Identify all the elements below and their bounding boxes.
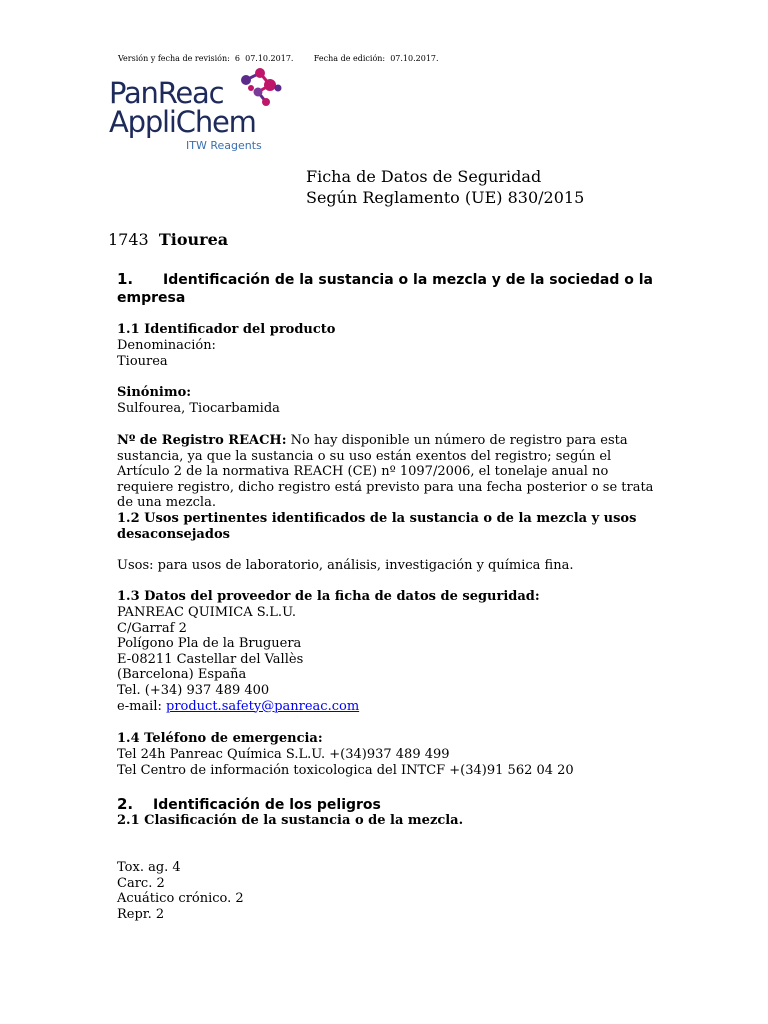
molecule-icon [241, 68, 282, 106]
company-logo [108, 66, 283, 154]
document-title-line-1: Ficha de Datos de Seguridad [306, 167, 542, 186]
supplier-city: E-08211 Castellar del Vallès [117, 651, 304, 667]
uses-text: Usos: para usos de laboratorio, análisis, investigación y química fina. [117, 558, 574, 573]
reach-text: No hay disponible un número de registro para esta sustancia, ya que la sustancia o su uso están exentos del registro; según el Artículo 2 de la normativa REACH (CE) nº 1097/2006, el tonelaje anual no requiere registro, dicho registro está previsto para una fecha posterior o se trata de una mezcla. [117, 433, 654, 511]
document-title-line-2: Según Reglamento (UE) 830/2015 [306, 188, 585, 207]
sinonimo-label: Sinónimo: [117, 385, 192, 400]
product-heading [108, 230, 228, 249]
emergency-phone-1: Tel 24h Panreac Química S.L.U. +(34)937 489 499 [117, 747, 450, 762]
supplier-company: PANREAC QUIMICA S.L.U. [117, 605, 296, 620]
subsection-2-1-heading: 2.1 Clasificación de la sustancia o de la mezcla. [117, 813, 464, 828]
subsection-1-1-heading: 1.1 Identificador del producto [117, 322, 336, 337]
supplier-region: (Barcelona) España [117, 667, 247, 683]
sinonimo-value: Sulfourea, Tiocarbamida [117, 400, 280, 416]
email-link[interactable]: product.safety@panreac.com [166, 698, 360, 714]
hazard-classification-list [117, 860, 657, 922]
section-2-title: Identificación de los peligros [153, 797, 381, 813]
supplier-street: C/Garraf 2 [117, 620, 187, 636]
logo-line-1: PanReac [109, 76, 224, 110]
logo-line-2: AppliChem [109, 105, 256, 139]
document-title [306, 166, 584, 208]
reach-paragraph [117, 433, 657, 511]
supplier-area: Polígono Pla de la Bruguera [117, 636, 302, 652]
hazard-item: Carc. 2 [117, 875, 165, 891]
emergency-phones [117, 747, 657, 778]
denominacion-label: Denominación: [117, 338, 216, 353]
supplier-email-line [117, 699, 657, 715]
product-code: 1743 [108, 230, 149, 249]
hazard-item: Repr. 2 [117, 906, 165, 922]
section-2-number: 2. [117, 795, 134, 813]
logo-line-3: ITW Reagents [186, 139, 262, 152]
section-1-number: 1. [117, 270, 134, 288]
section-1-heading [117, 270, 677, 307]
subsection-1-3-heading: 1.3 Datos del proveedor de la ficha de datos de seguridad: [117, 589, 540, 604]
subsection-1-4-heading: 1.4 Teléfono de emergencia: [117, 731, 323, 746]
section-1-title: Identificación de la sustancia o la mezcla y de la sociedad o la empresa [117, 272, 653, 306]
section-2-heading [117, 795, 677, 814]
denominacion-value: Tiourea [117, 353, 168, 369]
subsection-1-2-heading: 1.2 Usos pertinentes identificados de la sustancia o de la mezcla y usos desaconsejados [117, 511, 637, 542]
product-name: Tiourea [158, 230, 229, 249]
logo-graphic [108, 66, 283, 154]
sinonimo-block [117, 385, 657, 416]
denominacion-block [117, 338, 657, 369]
revision-info: Versión y fecha de revisión: 6 07.10.2017. Fecha de edición: 07.10.2017. [118, 54, 439, 63]
reach-label: Nº de Registro REACH: [117, 433, 287, 448]
emergency-phone-2: Tel Centro de información toxicologica del INTCF +(34)91 562 04 20 [117, 762, 574, 778]
hazard-item: Tox. ag. 4 [117, 860, 181, 875]
hazard-item: Acuático crónico. 2 [117, 891, 244, 907]
email-label: e-mail: [117, 698, 166, 714]
supplier-phone: Tel. (+34) 937 489 400 [117, 682, 270, 698]
supplier-address [117, 605, 657, 714]
